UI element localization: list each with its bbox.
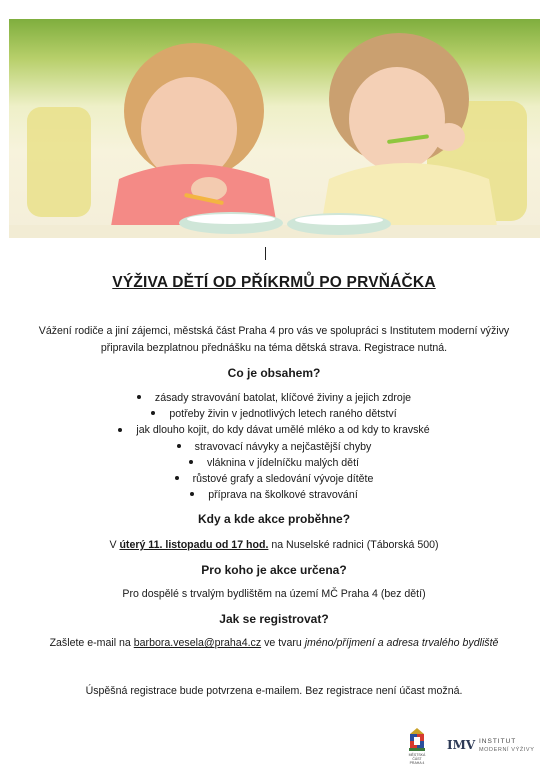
- list-item-text: příprava na školkové stravování: [208, 489, 358, 502]
- list-item-text: zásady stravování batolat, klíčové živiny a jejich zdroje: [154, 392, 412, 404]
- list-item: [0, 422, 548, 438]
- imv-mark: IMV: [447, 738, 476, 752]
- register-middle: ve tvaru: [261, 637, 305, 649]
- register-prefix: Zašlete e-mail na: [49, 637, 134, 649]
- confirmation-text: Úspěšná registrace bude potvrzena e-mailem. Bez registrace není účast možná.: [85, 685, 463, 697]
- intro-line-2: připravila bezplatnou přednášku na téma dětská strava. Registrace nutná.: [100, 342, 448, 354]
- when-heading: Kdy a kde akce proběhne?: [197, 512, 351, 526]
- list-item-text: růstové grafy a sledování vývoje dítěte: [192, 472, 374, 485]
- list-item: [0, 390, 548, 406]
- contents-list: [0, 390, 548, 503]
- praha4-logo: [406, 726, 428, 764]
- register-line: [0, 637, 548, 649]
- bullet-icon: [177, 444, 181, 448]
- bullet-icon: [175, 476, 179, 480]
- list-item: [0, 455, 548, 471]
- audience-text: Pro dospělé s trvalým bydlištěm na území MČ Praha 4 (bez dětí): [122, 588, 426, 600]
- list-item: [0, 471, 548, 487]
- children-eating-illustration: [9, 19, 540, 238]
- imv-line-1: INSTITUT: [479, 738, 517, 745]
- praha4-caption: MĚSTSKÁ ČÁST PRAHA 4: [408, 753, 426, 765]
- audience-heading: Pro koho je akce určena?: [201, 563, 347, 577]
- praha4-crest-icon: [406, 726, 428, 753]
- bullet-icon: [118, 428, 122, 432]
- list-item-text: vláknina v jídelníčku malých dětí: [207, 456, 359, 469]
- when-line: [0, 539, 548, 551]
- hero-photo: [9, 19, 540, 238]
- imv-logo: [447, 736, 537, 758]
- bullet-icon: [190, 492, 194, 496]
- event-place: na Nuselské radnici (Táborská 500): [268, 539, 439, 551]
- list-item: [0, 487, 548, 503]
- list-item-text: jak dlouho kojit, do kdy dávat umělé mléko a od kdy to kravské: [136, 424, 430, 437]
- list-item: [0, 439, 548, 455]
- page-title: VÝŽIVA DĚTÍ OD PŘÍKRMŮ PO PRVŇÁČKA: [112, 274, 436, 291]
- text-cursor: [265, 247, 266, 260]
- list-item-text: potřeby živin v jednotlivých letech raného dětství: [169, 408, 397, 421]
- imv-line-2: MODERNÍ VÝŽIVY: [479, 747, 535, 753]
- bullet-icon: [189, 460, 193, 464]
- intro-paragraph: [30, 323, 518, 357]
- list-item: [0, 406, 548, 422]
- event-date: úterý 11. listopadu od 17 hod.: [119, 539, 269, 551]
- when-prefix: V: [109, 539, 120, 551]
- register-heading: Jak se registrovat?: [219, 612, 329, 626]
- bullet-icon: [137, 395, 141, 399]
- bullet-icon: [151, 411, 155, 415]
- intro-line-1: Vážení rodiče a jiní zájemci, městská část Praha 4 pro vás ve spolupráci s Institutem moderní výživy: [38, 325, 510, 337]
- contents-heading: Co je obsahem?: [227, 366, 321, 380]
- list-item-text: stravovací návyky a nejčastější chyby: [194, 440, 372, 453]
- register-format: jméno/příjmení a adresa trvalého bydliště: [304, 637, 499, 649]
- email-link[interactable]: barbora.vesela@praha4.cz: [133, 637, 262, 649]
